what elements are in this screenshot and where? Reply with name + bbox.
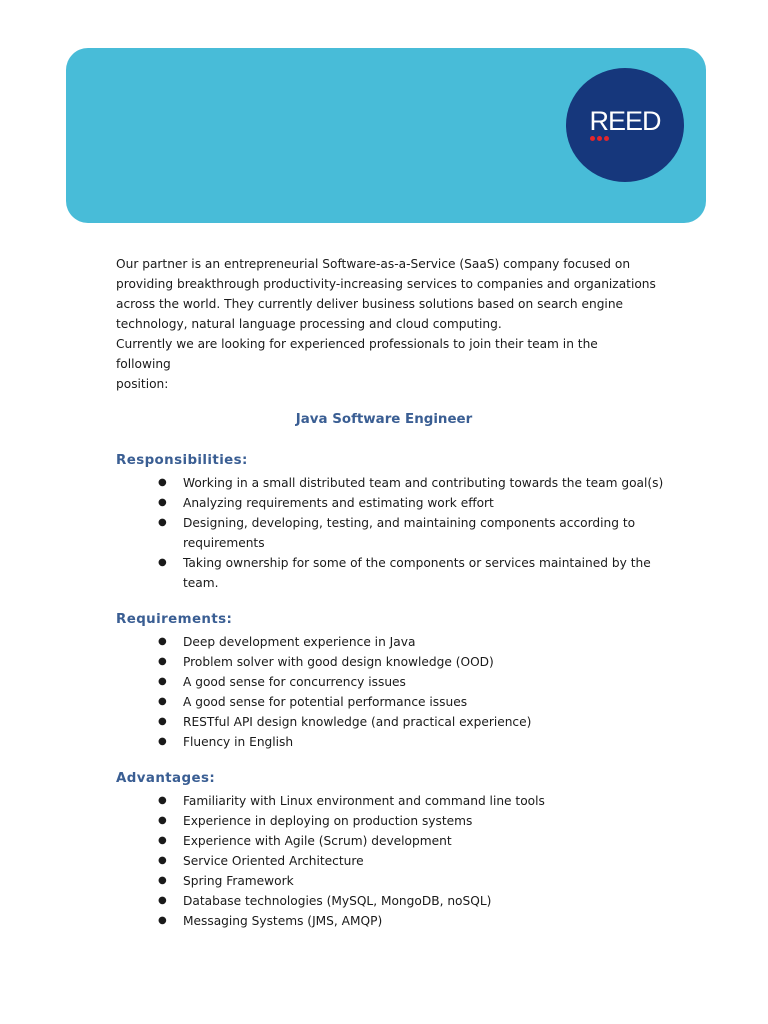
list-item: ● Familiarity with Linux environment and command line tools (116, 791, 676, 811)
bullet-icon: ● (158, 895, 167, 906)
list-item: ● RESTful API design knowledge (and practical experience) (116, 712, 676, 732)
list-item: ● Database technologies (MySQL, MongoDB, noSQL) (116, 891, 676, 911)
intro-line: Currently we are looking for experienced professionals to join their team in the following (116, 337, 598, 371)
list-item: ● Working in a small distributed team and contributing towards the team goal(s) (116, 473, 676, 493)
requirements-section (116, 611, 676, 752)
responsibilities-section (116, 452, 676, 593)
list-item: ● A good sense for potential performance issues (116, 692, 676, 712)
list-item: ● Fluency in English (116, 732, 676, 752)
bullet-icon: ● (158, 557, 167, 568)
list-item: ● Messaging Systems (JMS, AMQP) (116, 911, 676, 931)
bullet-icon: ● (158, 696, 167, 707)
intro-paragraph (116, 254, 656, 394)
advantages-section (116, 770, 676, 931)
bullet-icon: ● (158, 815, 167, 826)
bullet-icon: ● (158, 835, 167, 846)
list-item: ● Experience in deploying on production systems (116, 811, 676, 831)
bullet-icon: ● (158, 795, 167, 806)
list-item: ● Problem solver with good design knowledge (OOD) (116, 652, 676, 672)
list-item: ● A good sense for concurrency issues (116, 672, 676, 692)
bullet-icon: ● (158, 915, 167, 926)
section-heading: Responsibilities: (116, 453, 248, 468)
bullet-icon: ● (158, 716, 167, 727)
intro-line: technology, natural language processing and cloud computing. (116, 317, 502, 331)
list-item: ● Designing, developing, testing, and maintaining components according to requirements (116, 513, 676, 553)
list-item: ● Analyzing requirements and estimating work effort (116, 493, 676, 513)
list-item: ● Spring Framework (116, 871, 676, 891)
bullet-icon: ● (158, 736, 167, 747)
intro-line: providing breakthrough productivity-increasing services to companies and organizations (116, 277, 656, 291)
list-item: ● Experience with Agile (Scrum) development (116, 831, 676, 851)
requirements-list (116, 632, 676, 752)
bullet-icon: ● (158, 656, 167, 667)
intro-line: Our partner is an entrepreneurial Software-as-a-Service (SaaS) company focused on (116, 257, 631, 271)
header-banner (66, 48, 706, 223)
job-title: Java Software Engineer (295, 412, 473, 427)
bullet-icon: ● (158, 517, 167, 528)
bullet-icon: ● (158, 855, 167, 866)
bullet-icon: ● (158, 636, 167, 647)
intro-line: across the world. They currently deliver business solutions based on search engine (116, 297, 624, 311)
section-heading: Advantages: (116, 771, 216, 786)
advantages-list (116, 791, 676, 931)
bullet-icon: ● (158, 497, 167, 508)
bullet-icon: ● (158, 477, 167, 488)
responsibilities-list (116, 473, 676, 593)
bullet-icon: ● (158, 875, 167, 886)
logo-wordmark: REED (589, 106, 661, 136)
bullet-icon: ● (158, 676, 167, 687)
logo-dots (590, 136, 609, 141)
section-heading: Requirements: (116, 612, 233, 627)
list-item: ● Deep development experience in Java (116, 632, 676, 652)
list-item: ● Taking ownership for some of the components or services maintained by the team. (116, 553, 676, 593)
intro-line: position: (116, 377, 169, 391)
reed-logo (566, 68, 684, 182)
list-item: ● Service Oriented Architecture (116, 851, 676, 871)
